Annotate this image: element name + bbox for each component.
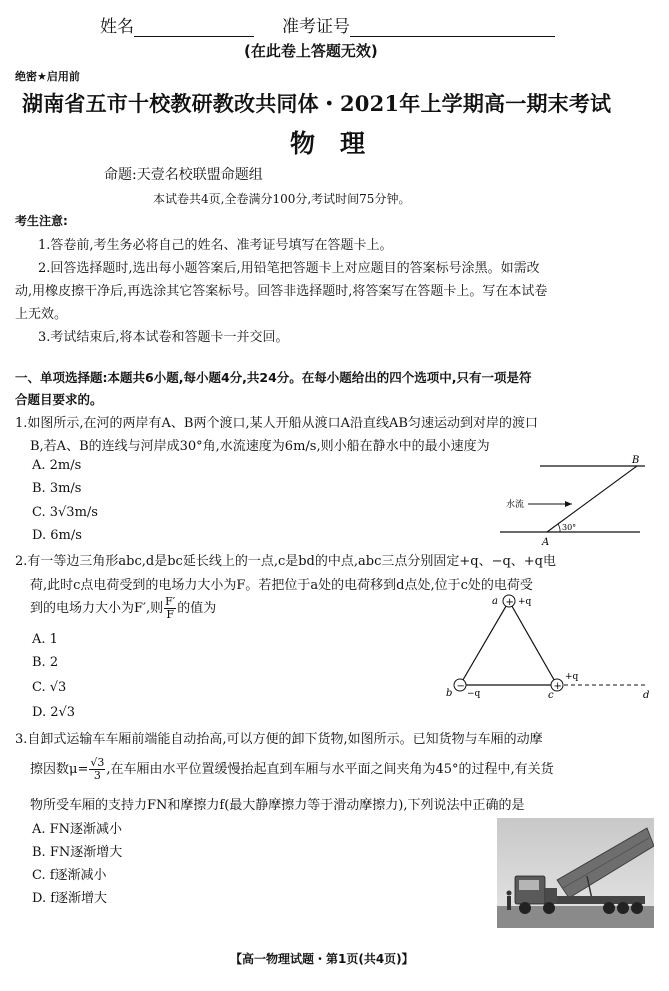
label-b: b [446,688,453,699]
q1-river-figure [490,450,650,550]
exam-id-label: 准考证号 [282,17,350,37]
exam-id-field [282,12,555,37]
section1-line2: 合题目要求的。 [15,392,103,407]
author-line: 命题:天壹名校联盟命题组 [104,167,263,183]
q2-line3-post: 的值为 [177,601,217,616]
notice-item-2-line1: 2.回答选择题时,选出每小题答案后,用铅笔把答题卡上对应题目的答案标号涂黑。如需改 [38,261,540,276]
label-d: d [643,690,650,700]
q3-option-a: A. FN逐渐减小 [32,822,123,837]
label-charge-b: −q [467,689,481,699]
answer-note: (在此卷上答题无效) [244,42,378,60]
label-charge-c: +q [565,672,579,682]
label-water-flow: 水流 [506,500,525,510]
label-angle: 30° [562,523,577,532]
name-label: 姓名 [100,17,134,37]
side-ab [460,601,509,685]
wheel [617,902,629,914]
mu-den: 3 [93,769,101,782]
q1-option-b: B. 3m/s [32,481,82,496]
label-b: B [632,455,640,466]
q1-option-c: C. 3√3m/s [32,505,98,520]
label-c: c [548,690,554,700]
q3-line2 [30,757,554,782]
q3-line3: 物所受车厢的支持力FN和摩擦力f(最大静摩擦力等于滑动摩擦力),下列说法中正确的是 [30,798,525,813]
label-a: A [542,537,550,548]
q2-option-b: B. 2 [32,655,59,670]
charge-c-sign: + [553,681,562,692]
trailer-chassis [555,896,645,904]
q2-option-a: A. 1 [32,632,58,647]
q3-line2-post: ,在车厢由水平位置缓慢抬起直到车厢与水平面之间夹角为45°的过程中,有关货 [106,762,554,777]
notice-heading: 考生注意: [15,214,68,228]
ab-line [547,466,637,532]
notice-item-3: 3.考试结束后,将本试卷和答题卡一并交回。 [38,330,289,345]
charge-a-sign: + [505,597,514,608]
q1-line1: 1.如图所示,在河的两岸有A、B两个渡口,某人开船从渡口A沿直线AB匀速运动到对岸的渡口 [15,416,538,431]
dump-truck-photo [497,818,654,928]
charge-b-sign: − [456,681,465,692]
q3-option-c: C. f逐渐减小 [32,868,107,883]
water-flow-arrowhead [565,501,572,507]
label-a: a [492,596,498,607]
wheel [631,902,643,914]
wheel [543,902,555,914]
notice-item-2-line2: 动,用橡皮擦干净后,再选涂其它答案标号。回答非选择题时,将答案写在答题卡上。写在本试卷 [15,284,548,299]
q2-line2: 荷,此时c点电荷受到的电场力大小为F。若把位于a处的电荷移到d点处,位于c处的电荷受 [30,578,533,593]
exam-id-blank [350,20,555,37]
q1-line2: B,若A、B的连线与河岸成30°角,水流速度为6m/s,则小船在静水中的最小速度为 [30,439,490,454]
q2-line3 [30,596,216,621]
q2-triangle-figure [430,588,660,700]
engine-section [545,888,557,904]
q2-option-d: D. 2√3 [32,705,76,720]
q1-option-a: A. 2m/s [32,458,82,473]
exam-info: 本试卷共4页,全卷满分100分,考试时间75分钟。 [153,192,411,206]
page-footer: 【高一物理试题・第1页(共4页)】 [230,952,414,966]
wheel [603,902,615,914]
cab-window [519,880,539,890]
secret-tag: 绝密★启用前 [15,70,80,83]
q1-option-d: D. 6m/s [32,528,82,543]
q3-option-b: B. FN逐渐增大 [32,845,123,860]
mu-fraction [89,757,105,782]
notice-item-1: 1.答卷前,考生务必将自己的姓名、准考证号填写在答题卡上。 [38,238,393,253]
notice-item-2-line3: 上无效。 [15,307,68,322]
angle-arc [558,524,560,532]
wheel [519,902,531,914]
q2-frac-num: F′ [165,595,176,608]
person-head [507,891,512,896]
name-field [100,12,254,37]
side-ac [509,601,557,685]
mu-num: √3 [90,756,105,769]
label-charge-a: +q [518,597,532,607]
q2-fraction [164,596,176,621]
subject-title: 物 理 [290,129,366,158]
q2-option-c: C. √3 [32,680,67,695]
q3-line1: 3.自卸式运输车车厢前端能自动抬高,可以方便的卸下货物,如图所示。已知货物与车厢的动摩 [15,732,543,747]
q2-line1: 2.有一等边三角形abc,d是bc延长线上的一点,c是bd的中点,abc三点分别固定+q、−q、+q电 [15,554,556,569]
name-blank [134,20,254,37]
q2-line3-pre: 到的电场力大小为F′,则 [30,601,164,616]
person [507,896,511,910]
q3-option-d: D. f逐渐增大 [32,891,108,906]
q2-frac-den: F [166,608,174,621]
section1-line1: 一、单项选择题:本题共6小题,每小题4分,共24分。在每小题给出的四个选项中,只有一项是符 [15,370,532,385]
q3-line2-pre: 擦因数μ= [30,762,89,777]
exam-title: 湖南省五市十校教研教改共同体・2021年上学期高一期末考试 [22,91,612,116]
